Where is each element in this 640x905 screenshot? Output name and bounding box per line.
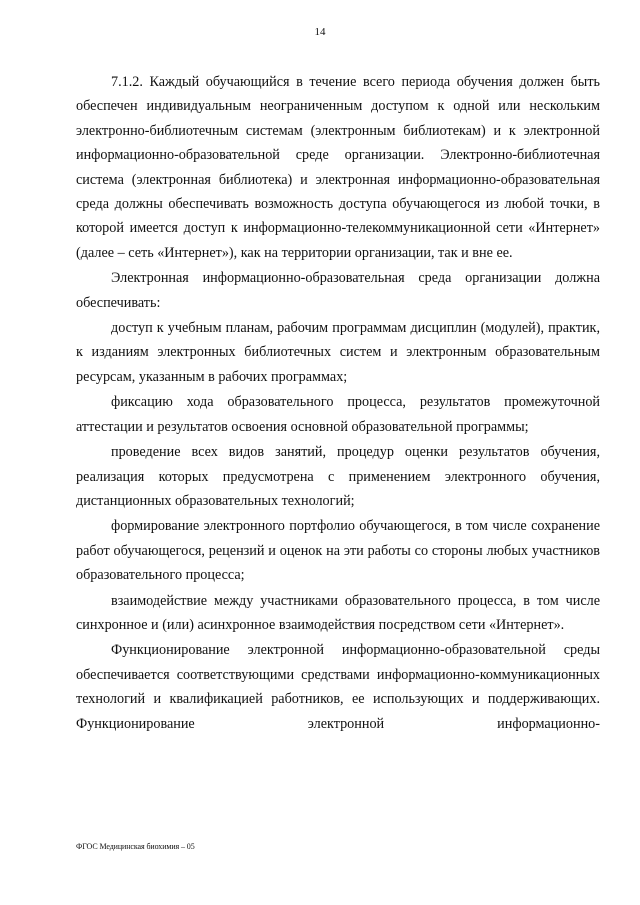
body-text xyxy=(76,70,600,737)
list-item-access: доступ к учебным планам, рабочим программам дисциплин (модулей), практик, к изданиям электронных библиотечных систем и электронным образовательным ресурсам, указанным в рабочих программах; xyxy=(76,320,600,385)
footer-label: ФГОС Медицинская биохимия – 05 xyxy=(76,842,195,851)
paragraph-functioning: Функционирование электронной информационно-образовательной среды обеспечивается соответствующими средствами информационно-коммуникационных технологий и квалификацией работников, ее использующих и поддерживающих. Функционирование электронной информационно- xyxy=(76,642,600,732)
list-item-interaction: взаимодействие между участниками образовательного процесса, в том числе синхронное и (или) асинхронное взаимодействия посредством сети «Интернет». xyxy=(76,592,600,633)
list-item-recording: фиксацию хода образовательного процесса, результатов промежуточной аттестации и результатов освоения основной образовательной программы; xyxy=(76,394,600,435)
paragraph-environment-intro: Электронная информационно-образовательная среда организации должна обеспечивать: xyxy=(76,270,600,311)
list-item-classes: проведение всех видов занятий, процедур оценки результатов обучения, реализация которых предусмотрена с применением электронного обучения, дистанционных образовательных технологий; xyxy=(76,444,600,509)
paragraph-7-1-2: 7.1.2. Каждый обучающийся в течение всего периода обучения должен быть обеспечен индивидуальным неограниченным доступом к одной или нескольким электронно-библиотечным системам (электронным библиотекам) и к электронной информационно-образовательной среде организации. Электронно-библиотечная система (электронная библиотека) и электронная информационно-образовательная среда должны обеспечивать возможность доступа обучающегося из любой точки, в которой имеется доступ к информационно-телекоммуникационной сети «Интернет» (далее – сеть «Интернет»), как на территории организации, так и вне ее. xyxy=(76,74,600,261)
list-item-portfolio: формирование электронного портфолио обучающегося, в том числе сохранение работ обучающегося, рецензий и оценок на эти работы со стороны любых участников образовательного процесса; xyxy=(76,518,600,584)
page-number: 14 xyxy=(314,26,326,38)
